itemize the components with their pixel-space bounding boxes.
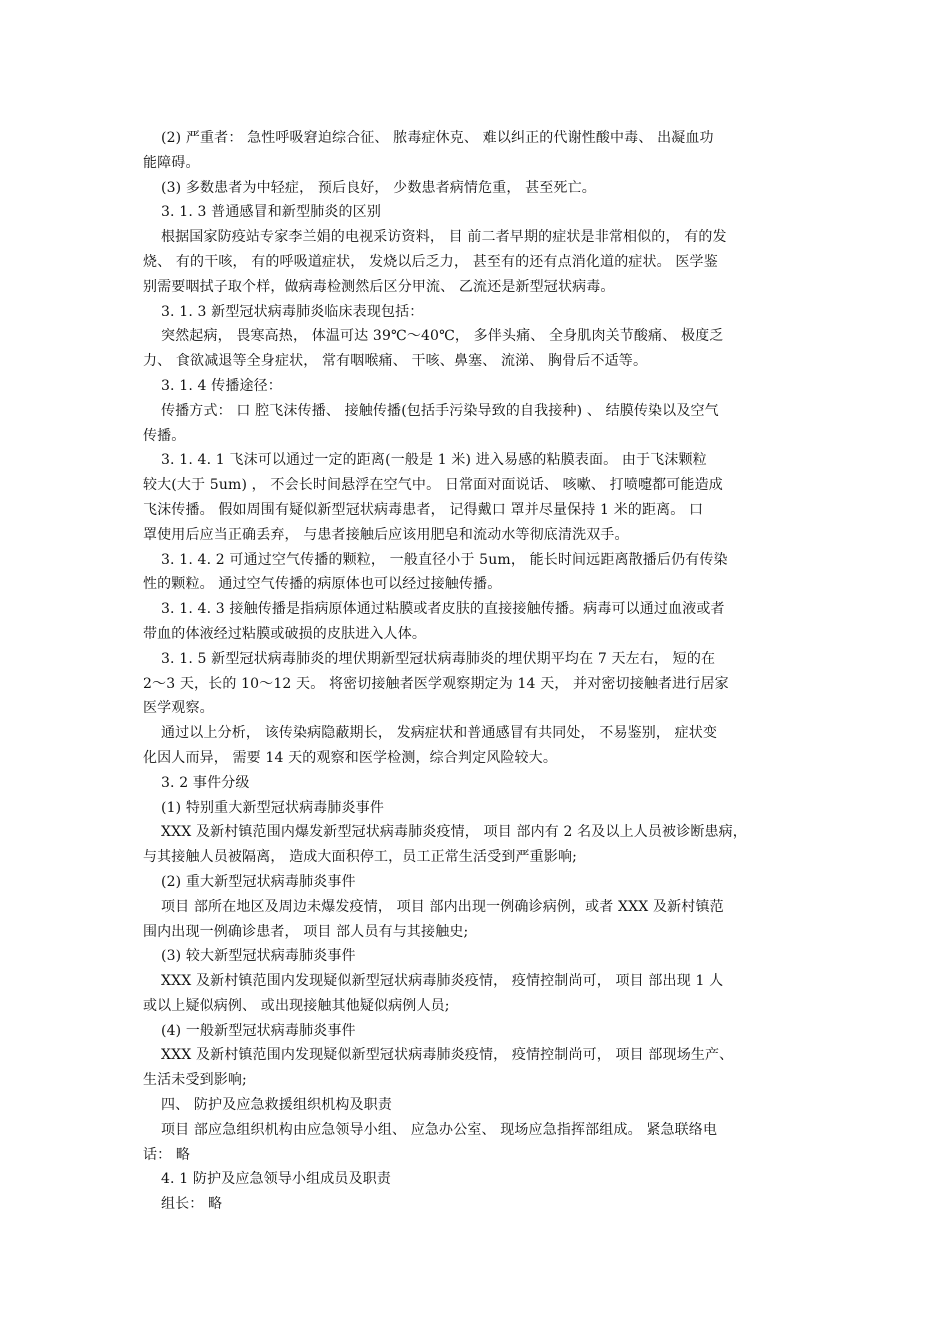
text-line: 传播。: [143, 427, 186, 444]
text-line: XXX 及新村镇范围内爆发新型冠状病毒肺炎疫情， 项目 部内有 2 名及以上人员被诊断患病，: [161, 824, 747, 841]
text-line: 3. 1. 5 新型冠状病毒肺炎的埋伏期新型冠状病毒肺炎的埋伏期平均在 7 天左右， 短的在: [161, 650, 716, 667]
text-line: XXX 及新村镇范围内发现疑似新型冠状病毒肺炎疫情， 疫情控制尚可， 项目 部出现 1 人: [161, 973, 724, 990]
text-line: 较大(大于 5um) ， 不会长时间悬浮在空气中。 日常面对面说话、 咳嗽、 打喷嚏都可能造成: [143, 477, 723, 494]
text-line: 4. 1 防护及应急领导小组成员及职责: [161, 1171, 392, 1188]
text-line: (1) 特别重大新型冠状病毒肺炎事件: [161, 799, 384, 816]
text-line: 3. 2 事件分级: [161, 774, 250, 791]
text-line: 项目 部应急组织机构由应急领导小组、 应急办公室、 现场应急指挥部组成。 紧急联络电: [161, 1121, 718, 1138]
text-line: 3. 1. 3 新型冠状病毒肺炎临床表现包括：: [161, 303, 424, 320]
text-line: 3. 1. 4. 1 飞沫可以通过一定的距离(一般是 1 米) 进入易感的粘膜表面。 由于飞沫颗粒: [161, 452, 707, 469]
text-line: XXX 及新村镇范围内发现疑似新型冠状病毒肺炎疫情， 疫情控制尚可， 项目 部现场生产、: [161, 1047, 734, 1064]
text-line: 2～3 天，长的 10～12 天。 将密切接触者医学观察期定为 14 天， 并对密切接触者进行居家: [143, 675, 729, 692]
text-line: (3) 多数患者为中轻症， 预后良好， 少数患者病情危重， 甚至死亡。: [161, 179, 596, 196]
text-line: 组长： 略: [161, 1196, 223, 1213]
text-line: 医学观察。: [143, 700, 214, 717]
text-line: 罩使用后应当正确丢弃， 与患者接触后应该用肥皂和流动水等彻底清洗双手。: [143, 526, 629, 543]
text-line: 或以上疑似病例、 或出现接触其他疑似病例人员;: [143, 997, 450, 1014]
text-line: 话： 略: [143, 1146, 191, 1163]
text-line: (2) 严重者： 急性呼吸窘迫综合征、 脓毒症休克、 难以纠正的代谢性酸中毒、 出凝血功: [161, 130, 714, 146]
text-line: 通过以上分析， 该传染病隐蔽期长， 发病症状和普通感冒有共同处， 不易鉴别， 症状变: [161, 725, 718, 742]
text-line: 别需要咽拭子取个样，做病毒检测然后区分甲流、 乙流还是新型冠状病毒。: [143, 278, 615, 295]
text-line: 化因人而异， 需要 14 天的观察和医学检测，综合判定风险较大。: [143, 749, 557, 766]
text-line: 传播方式： 口 腔飞沫传播、 接触传播(包括手污染导致的自我接种) 、 结膜传染以及空气: [161, 402, 719, 419]
text-line: (2) 重大新型冠状病毒肺炎事件: [161, 873, 356, 890]
text-line: 3. 1. 4. 2 可通过空气传播的颗粒， 一般直径小于 5um， 能长时间远距离散播后仍有传染: [161, 551, 728, 568]
text-line: 能障碍。: [143, 154, 200, 171]
text-line: 3. 1. 4. 3 接触传播是指病原体通过粘膜或者皮肤的直接接触传播。病毒可以通过血液或者: [161, 601, 725, 618]
text-line: 性的颗粒。 通过空气传播的病原体也可以经过接触传播。: [143, 576, 502, 593]
text-line: (3) 较大新型冠状病毒肺炎事件: [161, 948, 356, 965]
text-line: 3. 1. 4 传播途径：: [161, 377, 282, 394]
text-line: 突然起病， 畏寒高热， 体温可达 39℃～40℃， 多伴头痛、 全身肌肉关节酸痛、 极度乏: [161, 328, 724, 345]
document-body: [143, 126, 813, 1217]
text-line: 带血的体液经过粘膜或破损的皮肤进入人体。: [143, 625, 426, 642]
text-line: 力、 食欲减退等全身症状， 常有咽喉痛、 干咳、鼻塞、 流涕、 胸骨后不适等。: [143, 353, 648, 370]
text-line: 围内出现一例确诊患者， 项目 部人员有与其接触史;: [143, 923, 469, 940]
text-line: 项目 部所在地区及周边未爆发疫情， 项目 部内出现一例确诊病例，或者 XXX 及新村镇范: [161, 898, 724, 915]
text-line: 飞沫传播。 假如周围有疑似新型冠状病毒患者， 记得戴口 罩并尽量保持 1 米的距离。 口: [143, 501, 704, 518]
text-line: 生活未受到影响;: [143, 1072, 247, 1089]
text-line: (4) 一般新型冠状病毒肺炎事件: [161, 1022, 356, 1039]
text-line: 3. 1. 3 普通感冒和新型肺炎的区别: [161, 204, 381, 221]
text-line: 与其接触人员被隔离， 造成大面积停工，员工正常生活受到严重影响;: [143, 849, 577, 866]
text-line: 四、 防护及应急救援组织机构及职责: [161, 1097, 392, 1114]
text-line: 根据国家防疫站专家李兰娟的电视采访资料， 目 前二者早期的症状是非常相似的， 有的发: [161, 229, 727, 246]
text-line: 烧、 有的干咳， 有的呼吸道症状， 发烧以后乏力， 甚至有的还有点消化道的症状。 医学鉴: [143, 253, 718, 270]
